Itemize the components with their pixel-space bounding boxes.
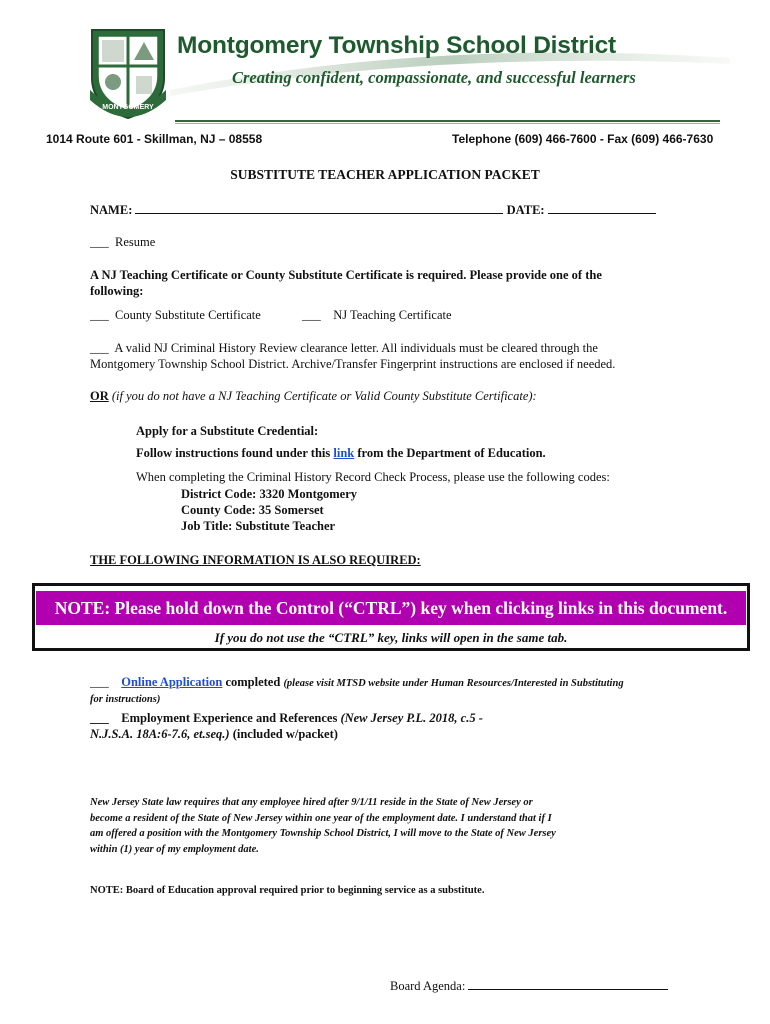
phone-fax: Telephone (609) 466-7600 - Fax (609) 466-7630: [452, 132, 714, 146]
name-date-row: [90, 202, 656, 218]
date-field[interactable]: [548, 202, 656, 214]
svg-text:MONTGOMERY: MONTGOMERY: [102, 104, 154, 111]
also-required-heading: THE FOLLOWING INFORMATION IS ALSO REQUIRED:: [90, 553, 421, 567]
employment-label: Employment Experience and References: [121, 711, 338, 725]
board-agenda-field[interactable]: [468, 978, 668, 990]
nj-cert-check[interactable]: ___: [302, 308, 321, 322]
online-check[interactable]: ___: [90, 675, 109, 689]
district-crest-logo: [86, 26, 170, 120]
county-code: County Code: 35 Somerset: [181, 503, 324, 517]
criminal-history-line1: [90, 341, 598, 356]
employment-included: (included w/packet): [232, 727, 338, 741]
follow-instructions: [136, 446, 546, 461]
criminal-history-line2: Montgomery Township School District. Archive/Transfer Fingerprint instructions are enclosed if needed.: [90, 357, 616, 371]
date-label: DATE:: [506, 203, 545, 217]
header-rule: [175, 120, 720, 122]
note-ctrl-sub: If you do not use the “CTRL” key, links will open in the same tab.: [214, 630, 568, 645]
online-note: (please visit MTSD website under Human Resources/Interested in Substituting: [283, 678, 624, 689]
county-cert-item: [90, 308, 261, 323]
resume-item: [90, 235, 155, 250]
district-code: District Code: 3320 Montgomery: [181, 487, 357, 501]
district-tagline: Creating confident, compassionate, and successful learners: [232, 68, 636, 87]
online-application-item: [90, 675, 624, 690]
follow-post: from the Department of Education.: [357, 446, 546, 460]
resume-label: Resume: [115, 235, 156, 249]
county-cert-check[interactable]: ___: [90, 308, 109, 322]
address: 1014 Route 601 - Skillman, NJ – 08558: [46, 132, 263, 146]
cert-required-line1: A NJ Teaching Certificate or County Substitute Certificate is required. Please provide one of the: [90, 268, 602, 282]
employment-check[interactable]: ___: [90, 711, 109, 725]
online-completed: completed: [225, 675, 281, 689]
resume-check[interactable]: ___: [90, 235, 109, 249]
board-approval-note: NOTE: Board of Education approval required prior to beginning service as a substitute.: [90, 885, 485, 896]
or-word: OR: [90, 389, 109, 403]
doe-link[interactable]: link: [333, 446, 355, 460]
employment-law: (New Jersey P.L. 2018, c.5 -: [340, 711, 483, 725]
board-agenda-label: Board Agenda:: [390, 979, 466, 993]
online-application-link[interactable]: Online Application: [121, 675, 223, 689]
follow-pre: Follow instructions found under this: [136, 446, 331, 460]
nj-cert-label: NJ Teaching Certificate: [333, 308, 452, 322]
or-note: (if you do not have a NJ Teaching Certificate or Valid County Substitute Certificate):: [111, 389, 537, 403]
employment-line2: [90, 727, 338, 742]
nj-cert-item: [302, 308, 452, 323]
name-label: NAME:: [90, 203, 133, 217]
when-completing: When completing the Criminal History Record Check Process, please use the following codes:: [136, 470, 610, 484]
residency-paragraph: [90, 795, 670, 857]
cert-required-line2: following:: [90, 284, 144, 298]
name-field[interactable]: [135, 202, 503, 214]
or-line: [90, 389, 537, 404]
apply-title: Apply for a Substitute Credential:: [136, 424, 319, 438]
district-name: Montgomery Township School District: [177, 32, 617, 59]
criminal-check[interactable]: ___: [90, 341, 109, 355]
residency-line: New Jersey State law requires that any employee hired after 9/1/11 reside in the State of New Jersey or: [90, 797, 533, 808]
note-ctrl-main: NOTE: Please hold down the Control (“CTRL”) key when clicking links in this document.: [54, 598, 728, 618]
criminal-text-1: A valid NJ Criminal History Review clearance letter. All individuals must be cleared through the: [114, 341, 598, 355]
residency-line: within (1) year of my employment date.: [90, 843, 259, 855]
residency-line: am offered a position with the Montgomery Township School District, I will move to the State of New Jersey: [90, 828, 556, 839]
board-agenda-row: [390, 978, 668, 994]
header-rule-light: [175, 123, 720, 124]
county-cert-label: County Substitute Certificate: [115, 308, 261, 322]
page-title: SUBSTITUTE TEACHER APPLICATION PACKET: [230, 167, 540, 182]
online-note-2: for instructions): [90, 694, 161, 705]
job-title: Job Title: Substitute Teacher: [181, 519, 336, 533]
employment-law-2: N.J.S.A. 18A:6-7.6, et.seq.): [90, 727, 230, 741]
residency-line: become a resident of the State of New Jersey within one year of the employment date. I understand that if I: [90, 812, 552, 824]
employment-item: [90, 711, 483, 726]
